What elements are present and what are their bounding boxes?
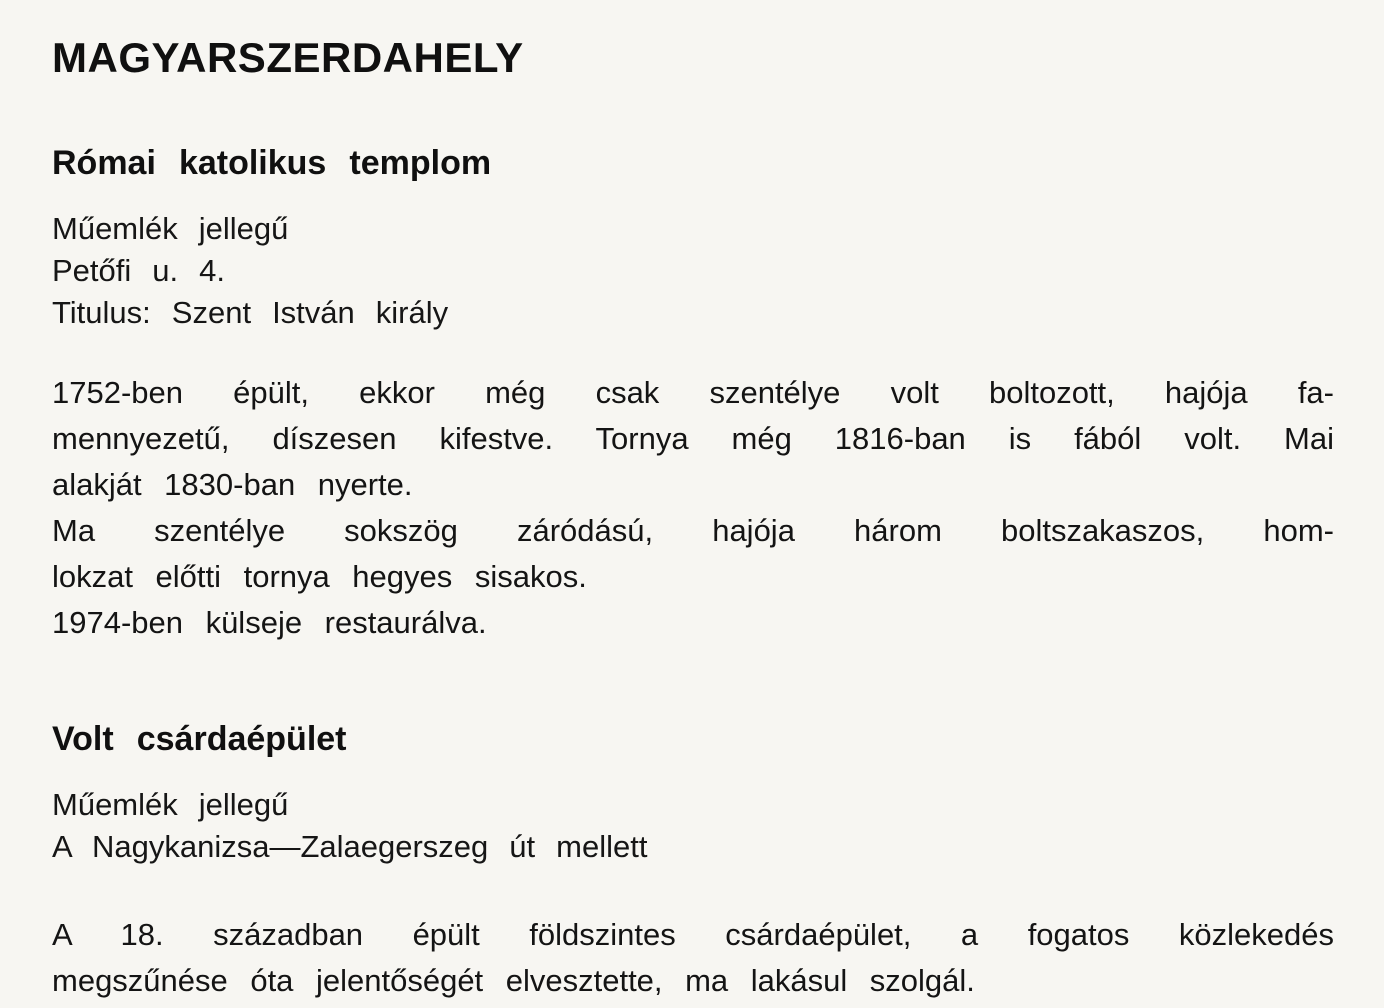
page-content [52, 36, 1334, 1004]
section-inn-heading: Volt csárdaépület [52, 720, 347, 758]
body-text-line: lokzat előtti tornya hegyes sisakos. [52, 559, 587, 594]
section-church-details [52, 208, 1334, 334]
body-text-line: A 18. században épült földszintes csárdaépület, a fogatos közlekedés [52, 917, 1334, 952]
page-title: MAGYARSZERDAHELY [52, 34, 524, 81]
body-text-line: megszűnése óta jelentőségét elvesztette, ma lakásul szolgál. [52, 963, 975, 998]
section-inn [52, 720, 1334, 1004]
detail-monument-status: Műemlék jellegű [52, 787, 289, 822]
body-text-line: 1974-ben külseje restaurálva. [52, 605, 487, 640]
body-text-line: mennyezetű, díszesen kifestve. Tornya még 1816-ban is fából volt. Mai [52, 421, 1334, 456]
section-inn-details [52, 784, 1334, 868]
section-church-heading: Római katolikus templom [52, 144, 492, 182]
detail-monument-status: Műemlék jellegű [52, 211, 289, 246]
section-church-body [52, 370, 1334, 646]
body-text-line: Ma szentélye sokszög záródású, hajója három boltszakaszos, hom- [52, 513, 1334, 548]
detail-location: A Nagykanizsa—Zalaegerszeg út mellett [52, 829, 648, 864]
detail-address: Petőfi u. 4. [52, 253, 226, 288]
body-text-line: 1752-ben épült, ekkor még csak szentélye volt boltozott, hajója fa- [52, 375, 1334, 410]
section-church [52, 144, 1334, 646]
section-inn-body [52, 912, 1334, 1004]
body-text-line: alakját 1830-ban nyerte. [52, 467, 413, 502]
detail-titulus: Titulus: Szent István király [52, 295, 449, 330]
